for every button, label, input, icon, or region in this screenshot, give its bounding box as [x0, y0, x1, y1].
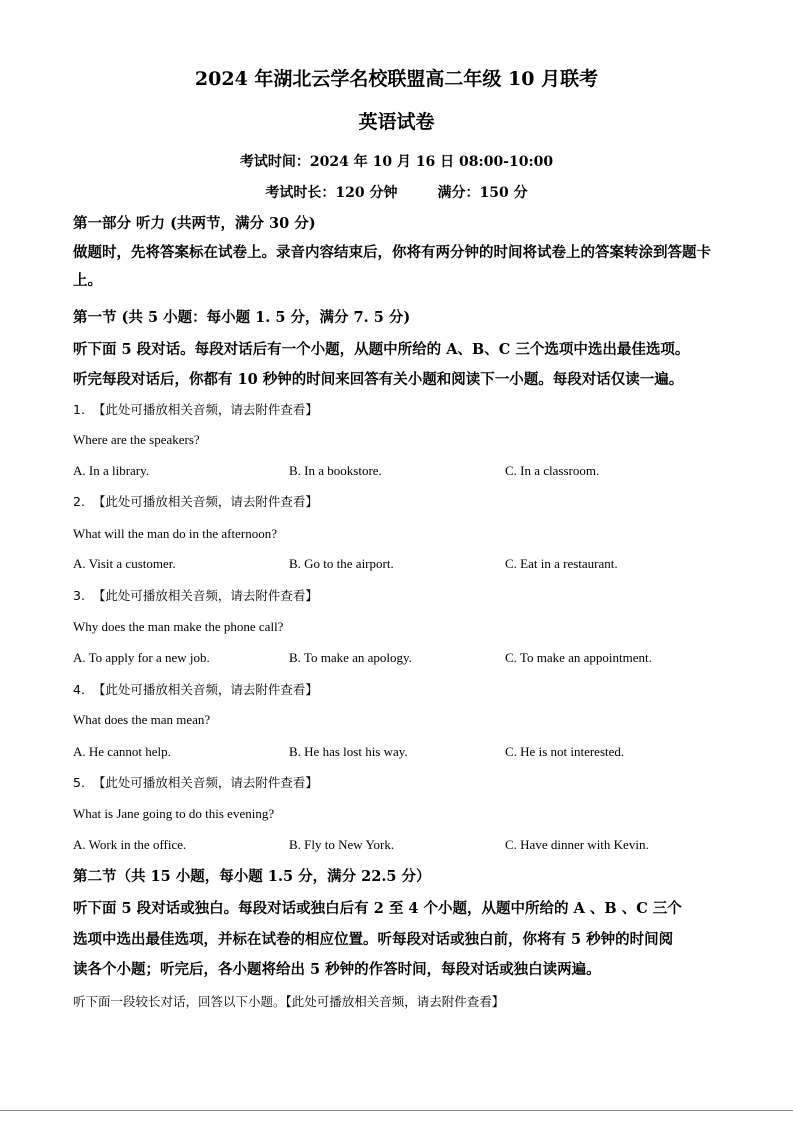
option-a: A. Visit a customer. [73, 556, 176, 571]
audio-note: 【此处可播放相关音频，请去附件查看】 [92, 775, 318, 790]
exam-duration: 考试时长：120 分钟 [265, 185, 398, 201]
section2-heading: 第二节（共 15 小题，每小题 1.5 分，满分 22.5 分） [73, 868, 431, 885]
option-b: B. Fly to New York. [289, 837, 395, 852]
page-bottom-divider [0, 1110, 793, 1111]
question-audio-note [73, 680, 318, 698]
exam-full-score: 满分：150 分 [437, 185, 528, 201]
audio-note: 【此处可播放相关音频，请去附件查看】 [92, 494, 318, 509]
question-text: Where are the speakers? [73, 432, 200, 447]
section1-heading: 第一节 (共 5 小题：每小题 1. 5 分，满分 7. 5 分) [73, 309, 411, 326]
question-number: 1. [73, 402, 85, 417]
audio-note: 【此处可播放相关音频，请去附件查看】 [92, 588, 318, 603]
question-audio-note [73, 586, 318, 604]
section2-instruction-line2: 选项中选出最佳选项，并标在试卷的相应位置。听每段对话或独白前，你将有 5 秒钟的时间阅 [73, 931, 674, 948]
section2-instruction-line3: 读各个小题；听完后，各小题将给出 5 秒钟的作答时间，每段对话或独白读两遍。 [73, 961, 601, 978]
question-number: 4. [73, 682, 85, 697]
question-text: What is Jane going to do this evening? [73, 806, 275, 821]
question-text: Why does the man make the phone call? [73, 619, 284, 634]
option-a: A. Work in the office. [73, 837, 187, 852]
option-b: B. He has lost his way. [289, 744, 408, 759]
question-audio-note [73, 400, 318, 418]
question-number: 3. [73, 588, 85, 603]
section1-instruction-line1: 听下面 5 段对话。每段对话后有一个小题，从题中所给的 A、B、C 三个选项中选出最佳选项。 [73, 341, 690, 358]
question-audio-note [73, 773, 318, 791]
section1-instruction-line2: 听完每段对话后，你都有 10 秒钟的时间来回答有关小题和阅读下一小题。每段对话仅读一遍。 [73, 371, 684, 388]
option-c: C. To make an appointment. [505, 650, 652, 665]
option-b: B. In a bookstore. [289, 463, 382, 478]
option-a: A. He cannot help. [73, 744, 171, 759]
exam-duration-score [0, 182, 793, 202]
audio-note: 【此处可播放相关音频，请去附件查看】 [92, 682, 318, 697]
option-c: C. He is not interested. [505, 744, 625, 759]
section2-audio-note: 听下面一段较长对话，回答以下小题。【此处可播放相关音频，请去附件查看】 [73, 994, 505, 1009]
option-b: B. Go to the airport. [289, 556, 394, 571]
section2-instruction-line1: 听下面 5 段对话或独白。每段对话或独白后有 2 至 4 个小题，从题中所给的 A 、B 、C 三个 [73, 900, 682, 917]
exam-subtitle: 英语试卷 [358, 111, 435, 133]
option-a: A. In a library. [73, 463, 150, 478]
option-a: A. To apply for a new job. [73, 650, 210, 665]
exam-title: 2024 年湖北云学名校联盟高二年级 10 月联考 [194, 68, 599, 90]
question-number: 5. [73, 775, 85, 790]
option-c: C. Eat in a restaurant. [505, 556, 618, 571]
option-b: B. To make an apology. [289, 650, 412, 665]
question-text: What will the man do in the afternoon? [73, 526, 277, 541]
exam-time: 考试时间：2024 年 10 月 16 日 08:00-10:00 [239, 154, 554, 170]
part1-heading: 第一部分 听力 (共两节，满分 30 分) [73, 215, 316, 232]
question-text: What does the man mean? [73, 712, 211, 727]
part1-instruction: 做题时，先将答案标在试卷上。录音内容结束后，你将有两分钟的时间将试卷上的答案转涂到答题卡上。 [73, 244, 711, 289]
question-number: 2. [73, 494, 85, 509]
option-c: C. In a classroom. [505, 463, 600, 478]
audio-note: 【此处可播放相关音频，请去附件查看】 [92, 402, 318, 417]
option-c: C. Have dinner with Kevin. [505, 837, 649, 852]
question-audio-note [73, 492, 318, 510]
